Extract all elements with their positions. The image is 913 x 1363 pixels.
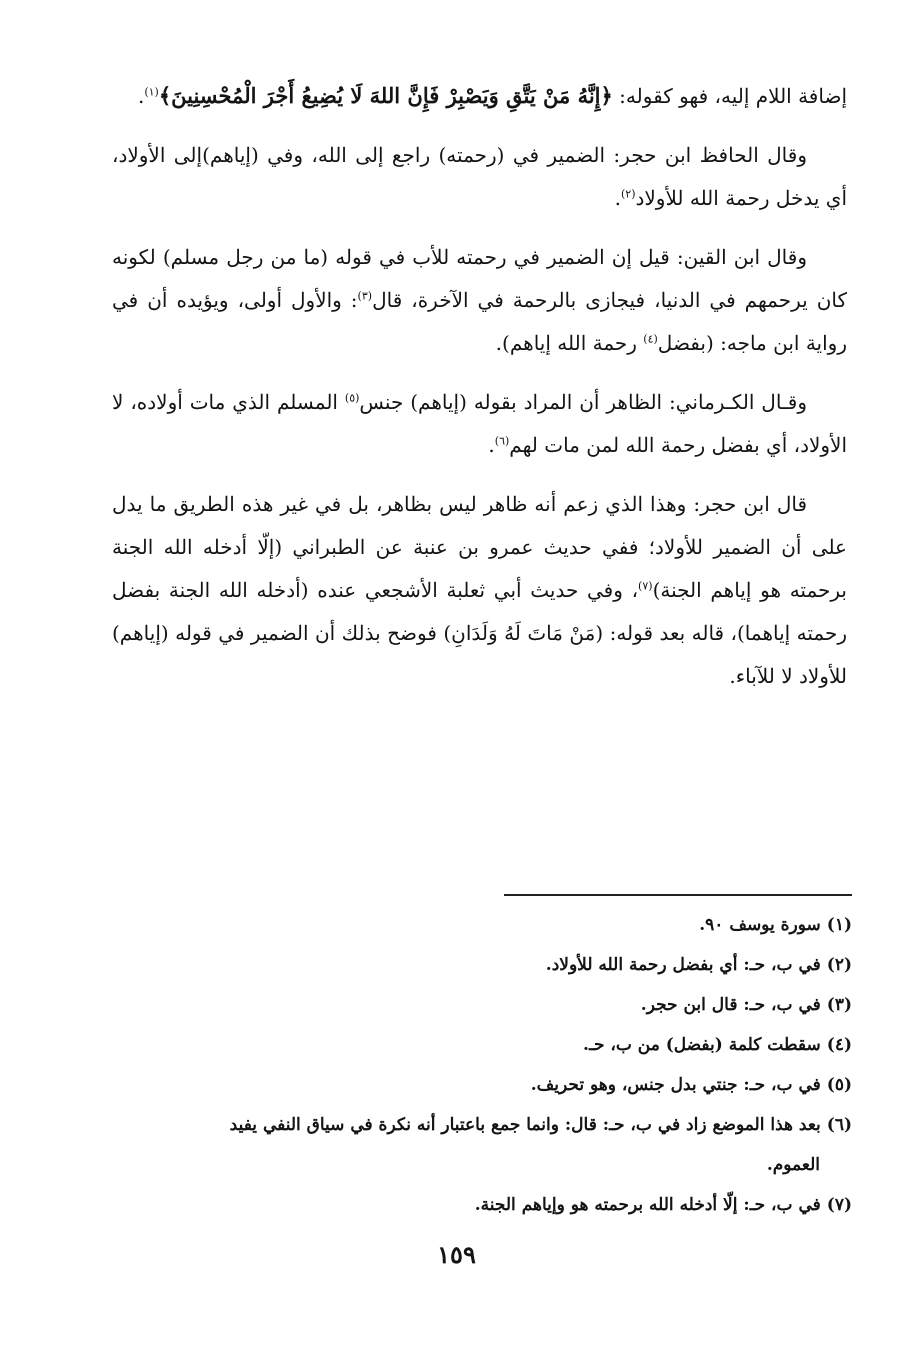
paragraph-4 [112,381,847,467]
footnote-number: (٣) [826,995,852,1015]
footnote-number: (٧) [826,1195,852,1215]
paragraph-5-end: ، وفي حديث أبي ثعلبة الأشجعي عنده (أدخله الله الجنة بفضل رحمته إياهما)، قاله بعد قوله: (مَنْ مَاتَ لَهُ وَلَدَانِ) فوضح بذلك أن الضمير في قوله (إياهم) للأولاد لا للآباء. [112,578,847,688]
footnote-ref-2: (٢) [620,187,636,201]
footnote-6 [112,1105,852,1145]
footnote-text: سورة يوسف ٩٠. [699,915,821,935]
footnote-text: في ب، حـ: جنتي بدل جنس، وهو تحريف. [530,1075,821,1095]
footnote-ref-4: (٤) [643,332,658,346]
footnote-5 [112,1065,852,1105]
footnote-ref-6: (٦) [494,434,510,448]
paragraph-3-end: رحمة الله إياهم). [495,331,644,355]
page-number: ١٥٩ [437,1240,476,1269]
footnote-text: في ب، حـ: إلّا أدخله الله برحمته هو وإياهم الجنة. [474,1195,821,1215]
footnote-number: (٤) [826,1035,852,1055]
footnotes [112,905,852,1225]
footnote-text: في ب، حـ: أي بفضل رحمة الله للأولاد. [545,955,821,975]
footnote-number: (٥) [826,1075,852,1095]
footnote-ref-7: (٧) [638,579,653,593]
footnote-number: (٢) [826,955,852,975]
paragraph-3 [112,236,847,365]
footnote-1 [112,905,852,945]
paragraph-4-middle: المسلم الذي مات أولاده، لا الأولاد، أي بفضل رحمة الله لمن مات لهم [112,390,847,457]
footnote-divider [504,894,852,896]
footnote-ref-1: (١) [144,85,159,99]
paragraph-4-end: . [488,433,495,457]
footnote-text: سقطت كلمة (بفضل) من ب، حـ. [583,1035,821,1055]
paragraph-5-text: قال ابن حجر: وهذا الذي زعم أنه ظاهر ليس بظاهر، بل في غير هذه الطريق ما يدل على أن الضمير للأولاد؛ ففي حديث عمرو بن عنبة عن الطبراني (إلّا أدخله الله الجنة برحمته هو إياهم الجنة) [112,492,847,602]
footnote-7 [112,1185,852,1225]
paragraph-1 [112,74,847,118]
paragraph-2-text: وقال الحافظ ابن حجر: الضمير في (رحمته) راجع إلى الله، وفي (إياهم)إلى الأولاد، أي يدخل رحمة الله للأولاد [112,143,847,210]
paragraph-1-text: إضافة اللام إليه، فهو كقوله: [612,84,847,108]
footnote-text: في ب، حـ: قال ابن حجر. [640,995,821,1015]
footnote-number: (١) [826,915,852,935]
footnote-text: بعد هذا الموضع زاد في ب، حـ: قال: وانما جمع باعتبار أنه نكرة في سياق النفي يفيد [229,1115,821,1135]
quran-verse: ﴿إِنَّهُ مَنْ يَتَّقِ وَيَصْبِرْ فَإِنَّ اللهَ لَا يُضِيعُ أَجْرَ الْمُحْسِنِينَ﴾ [158,83,613,108]
footnote-number: (٦) [826,1115,852,1135]
footnote-ref-3: (٣) [357,289,373,303]
main-text [112,74,847,714]
footnote-2 [112,945,852,985]
paragraph-2-end: . [614,186,621,210]
paragraph-3-middle: : والأول أولى، ويؤيده أن في رواية ابن ماجه: (بفضل [112,288,847,355]
footnote-3 [112,985,852,1025]
paragraph-2 [112,134,847,220]
paragraph-5 [112,483,847,698]
footnote-ref-5: (٥) [344,391,360,405]
footnote-4 [112,1025,852,1065]
paragraph-4-text: وقـال الكـرماني: الظاهر أن المراد بقوله (إياهم) جنس [359,390,808,414]
footnote-6-continuation: العموم. [766,1155,820,1175]
paragraph-1-end: . [137,84,145,108]
paragraph-3-text: وقال ابن القين: قيل إن الضمير في رحمته للأب في قوله (ما من رجل مسلم) لكونه كان يرحمهم في الدنيا، فيجازى بالرحمة في الآخرة، قال [112,245,847,312]
